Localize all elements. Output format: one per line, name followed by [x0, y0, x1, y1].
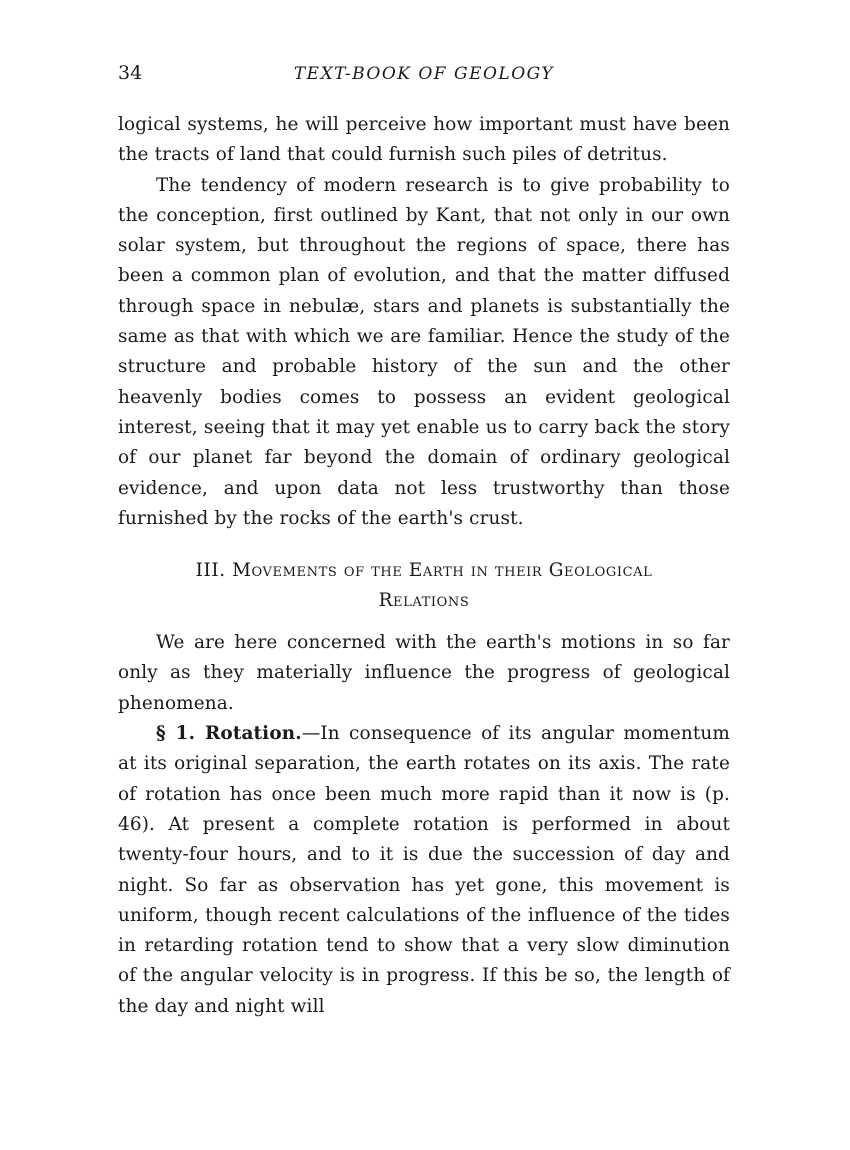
rotation-subheading: § 1. Rotation. [156, 723, 302, 745]
paragraph-earth-motions: We are here concerned with the earth's motions in so far only as they materially influence the progress of geological phenomena. [118, 632, 730, 714]
section-heading [118, 556, 730, 616]
paragraph-modern-research: The tendency of modern research is to give probability to the conception, first outlined by Kant, that not only in our own solar system, but throughout the regions of space, there has been a common plan of evolution, and that the matter diffused through space in nebulæ, stars and planets is substantially the same as that with which we are familiar. Hence the study of the structure and probable history of the sun and the other heavenly bodies comes to possess an evident geological interest, seeing that it may yet enable us to carry back the story of our planet far beyond the domain of ordinary geological evidence, and upon data not less trustworthy than those furnished by the rocks of the earth's crust. [118, 174, 730, 529]
section-heading-line-2: Relations [378, 590, 470, 612]
book-page [118, 60, 730, 1022]
rotation-text: —In consequence of its angular momentum at its original separation, the earth rotates on its axis. The rate of rotation has once been much more rapid than it now is (p. 46). At present a complete rotation is performed in about twenty-four hours, and to it is due the succession of day and night. So far as observation has yet gone, this movement is uniform, though recent calculations of the influence of the tides in retarding rotation tend to show that a very slow diminution of the angular velocity is in progress. If this be so, the length of the day and night will [118, 723, 730, 1017]
section-heading-line-1: III. Movements of the Earth in their Geological [195, 560, 653, 582]
paragraph-continuation: logical systems, he will perceive how important must have been the tracts of land that could furnish such piles of detritus. [118, 114, 730, 166]
running-title: TEXT-BOOK OF GEOLOGY [293, 64, 555, 84]
paragraph-rotation [118, 719, 730, 1022]
page-number: 34 [118, 62, 143, 84]
running-head [118, 60, 730, 90]
